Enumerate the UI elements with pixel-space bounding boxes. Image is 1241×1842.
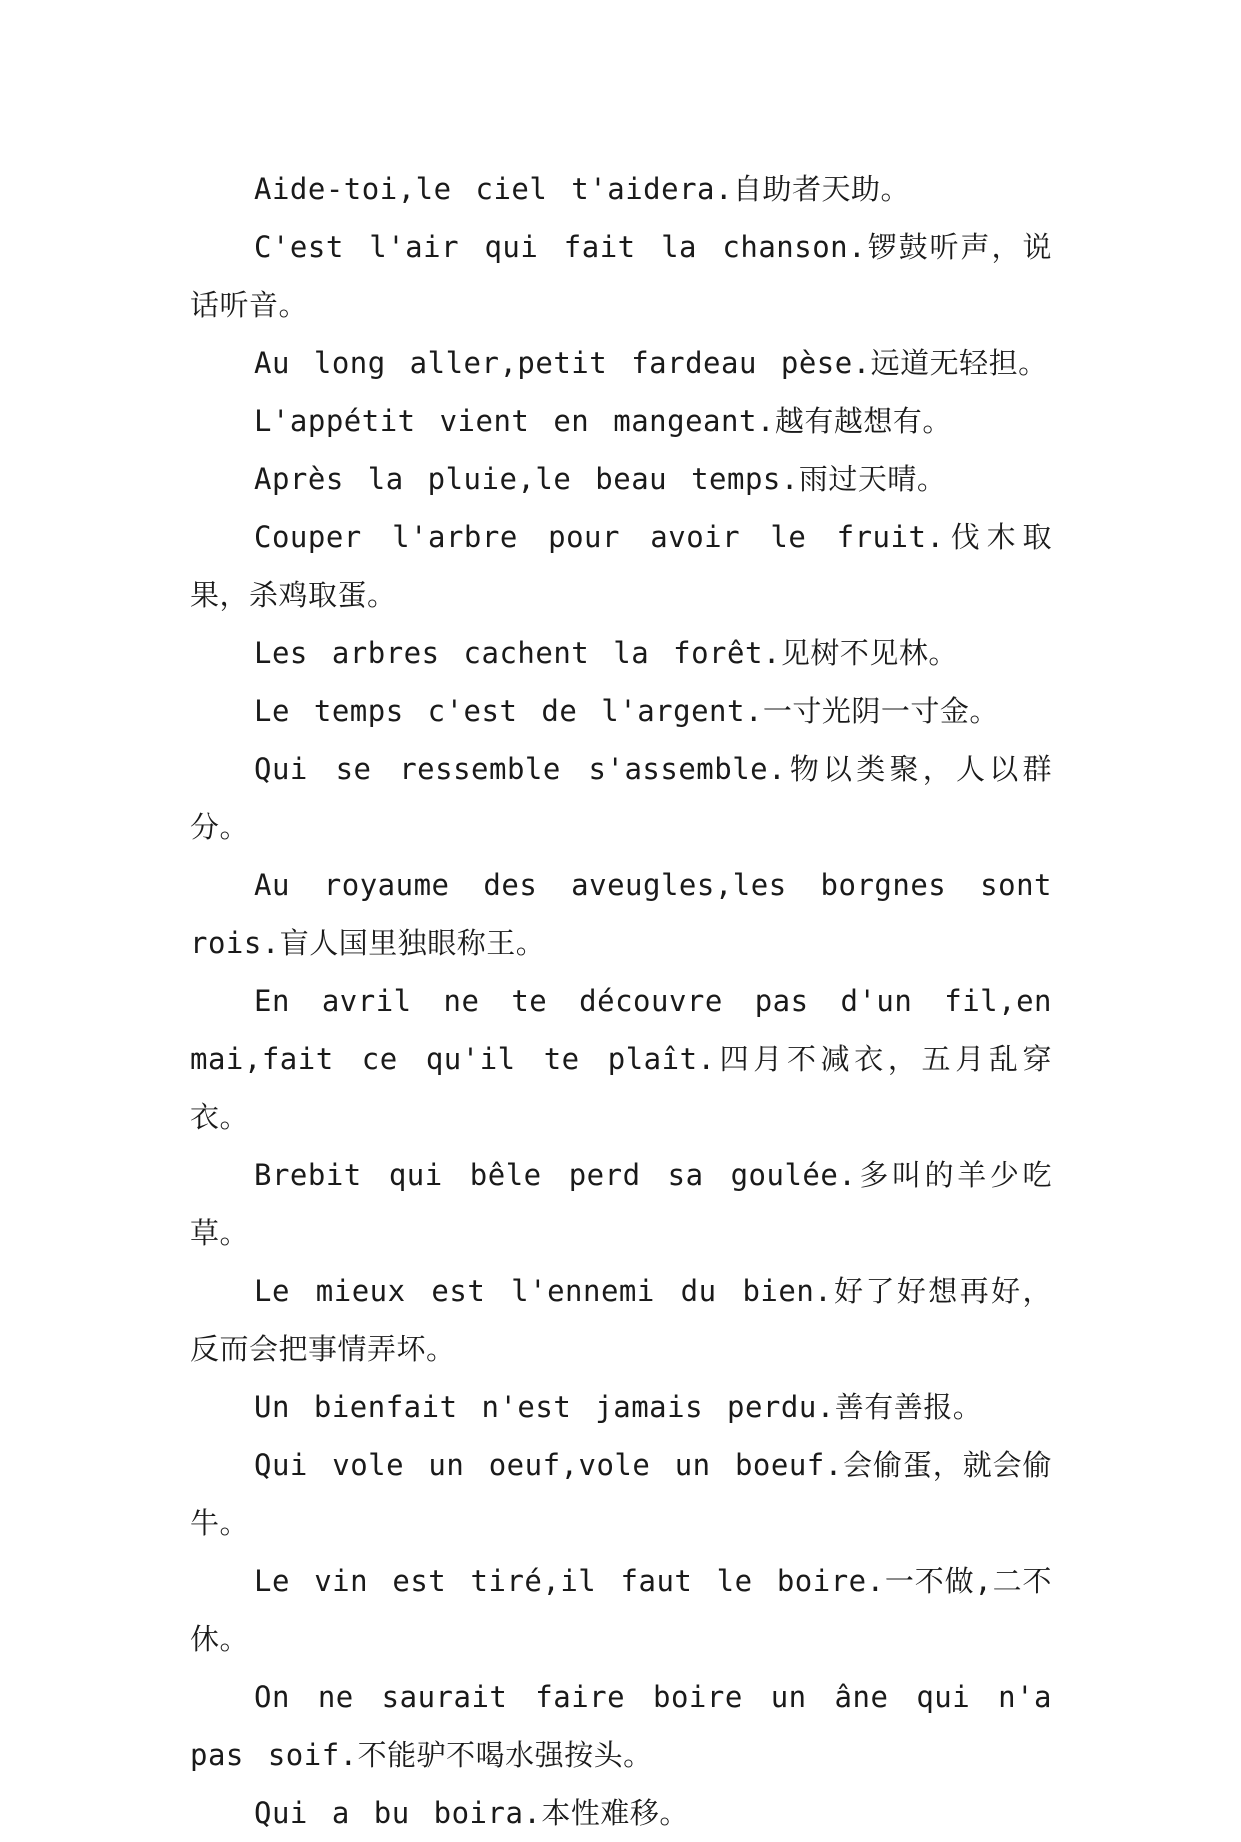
proverb-paragraph: Brebit qui bêle perd sa goulée.多叫的羊少吃草。 — [190, 1158, 1052, 1250]
proverb-paragraph: Aide-toi,le ciel t'aidera.自助者天助。 — [254, 172, 910, 206]
proverb-paragraph: Au long aller,petit fardeau pèse.远道无轻担。 — [254, 346, 1048, 380]
proverb-paragraph: Qui vole un oeuf,vole un boeuf.会偷蛋，就会偷牛。 — [190, 1448, 1052, 1540]
proverb-paragraph: Couper l'arbre pour avoir le fruit.伐木取果，杀鸡取蛋。 — [190, 520, 1052, 612]
proverb-paragraph: L'appétit vient en mangeant.越有越想有。 — [254, 404, 952, 438]
proverb-paragraph: Les arbres cachent la forêt.见树不见林。 — [254, 636, 958, 670]
proverb-paragraph: Qui se ressemble s'assemble.物以类聚，人以群分。 — [190, 752, 1052, 844]
proverb-paragraph: Au royaume des aveugles,les borgnes sont rois.盲人国里独眼称王。 — [190, 868, 1052, 960]
proverb-paragraph: Le temps c'est de l'argent.一寸光阴一寸金。 — [254, 694, 999, 728]
proverb-paragraph: Le mieux est l'ennemi du bien.好了好想再好，反而会把事情弄坏。 — [190, 1274, 1052, 1366]
proverb-list — [190, 160, 1052, 1842]
proverb-paragraph: Qui a bu boira.本性难移。 — [254, 1796, 689, 1830]
proverb-paragraph: On ne saurait faire boire un âne qui n'a pas soif.不能驴不喝水强按头。 — [190, 1680, 1052, 1772]
proverb-paragraph: Le vin est tiré,il faut le boire.一不做,二不休。 — [190, 1564, 1052, 1656]
proverb-paragraph: C'est l'air qui fait la chanson.锣鼓听声，说话听音。 — [190, 230, 1052, 322]
proverb-paragraph: En avril ne te découvre pas d'un fil,en mai,fait ce qu'il te plaît.四月不减衣，五月乱穿衣。 — [190, 984, 1052, 1134]
proverb-paragraph: Un bienfait n'est jamais perdu.善有善报。 — [254, 1390, 983, 1424]
proverb-paragraph: Après la pluie,le beau temps.雨过天晴。 — [254, 462, 947, 496]
